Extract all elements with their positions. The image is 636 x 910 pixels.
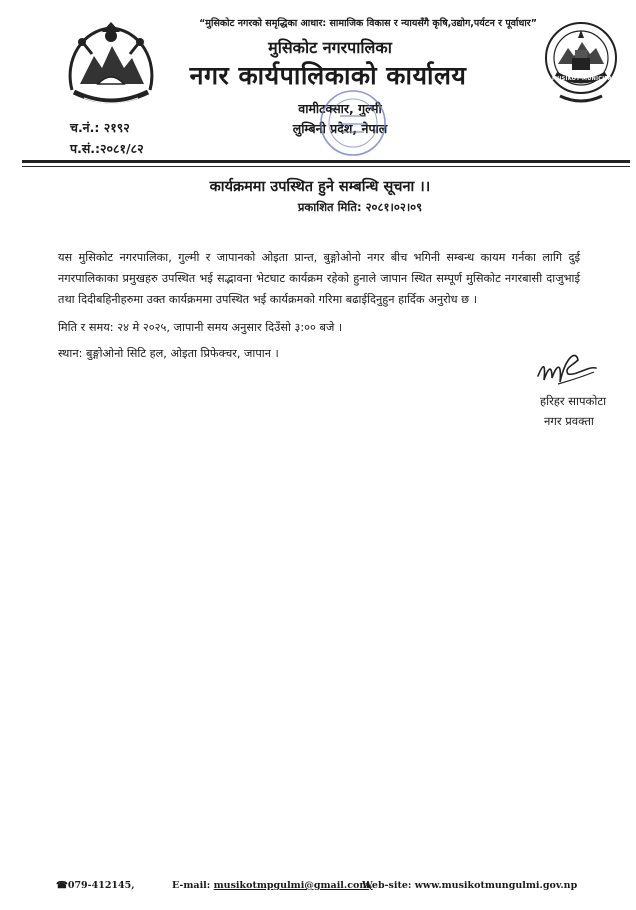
fiscal-year: प.सं.:२०८१/८२: [70, 141, 144, 156]
published-date: प्रकाशित मिति: २०८१।०२।०९: [297, 200, 423, 214]
municipality-logo-icon: [544, 18, 626, 104]
signer-name: हरिहर सापकोटा: [540, 394, 607, 408]
event-datetime: मिति र समय: २४ मे २०२५, जापानी समय अनुसार दिउँसो ३:०० बजे ।: [58, 321, 343, 334]
signature-icon: [532, 346, 602, 390]
footer-phone: ☎079-412145,: [56, 880, 135, 891]
header-divider-thin: [22, 166, 630, 167]
footer-email: E-mail: musikotmpgulmi@gmail.com,: [172, 880, 373, 891]
footer-website: Web-site: www.musikotmungulmi.gov.np: [362, 880, 578, 891]
municipality-motto: “मुसिकोट नगरको समृद्धिका आधार: सामाजिक विकास र न्यायसँगै कृषि,उद्योग,पर्यटन र पूर्वाधार”: [199, 18, 537, 29]
reference-number: च.नं.: २१९२: [70, 120, 130, 135]
nepal-emblem-icon: [62, 20, 160, 112]
event-venue: स्थान: बुङ्गोओनो सिटि हल, ओइता प्रिफेक्चर, जापान ।: [58, 347, 279, 360]
address-line-2: लुम्बिनी प्रदेश, नेपाल: [292, 121, 388, 136]
email-link[interactable]: musikotmpgulmi@gmail.com,: [213, 880, 373, 891]
municipality-name: मुसिकोट नगरपालिका: [268, 38, 392, 57]
notice-title: कार्यक्रममा उपस्थित हुने सम्बन्धि सूचना ।।: [209, 179, 431, 195]
office-stamp-icon: [318, 88, 388, 158]
signer-title: नगर प्रवक्ता: [544, 414, 594, 428]
header-divider: [22, 160, 630, 163]
website-link[interactable]: www.musikotmungulmi.gov.np: [414, 880, 578, 891]
office-title: नगर कार्यपालिकाको कार्यालय: [189, 61, 467, 90]
notice-body: यस मुसिकोट नगरपालिका, गुल्मी र जापानको ओइता प्रान्त, बुङ्गोओनो नगर बीच भगिनी सम्बन्ध कायम गर्नका लागि दुई नगरपालिकाका प्रमुखहरु उपस्थित भई सद्भावना भेटघाट कार्यक्रम रहेको हुनाले जापान स्थित सम्पूर्ण मुसिकोट नगरबासी दाजुभाई तथा दिदीबहिनीहरुमा उक्त कार्यक्रममा उपस्थित भई कार्यक्रमको गरिमा बढाईदिनुहुन हार्दिक अनुरोध छ ।: [58, 251, 580, 306]
address-line-1: वामीटक्सार, गुल्मी: [298, 101, 382, 116]
logo-text: MUSIKOT MUNICIPALITY: [552, 76, 626, 82]
